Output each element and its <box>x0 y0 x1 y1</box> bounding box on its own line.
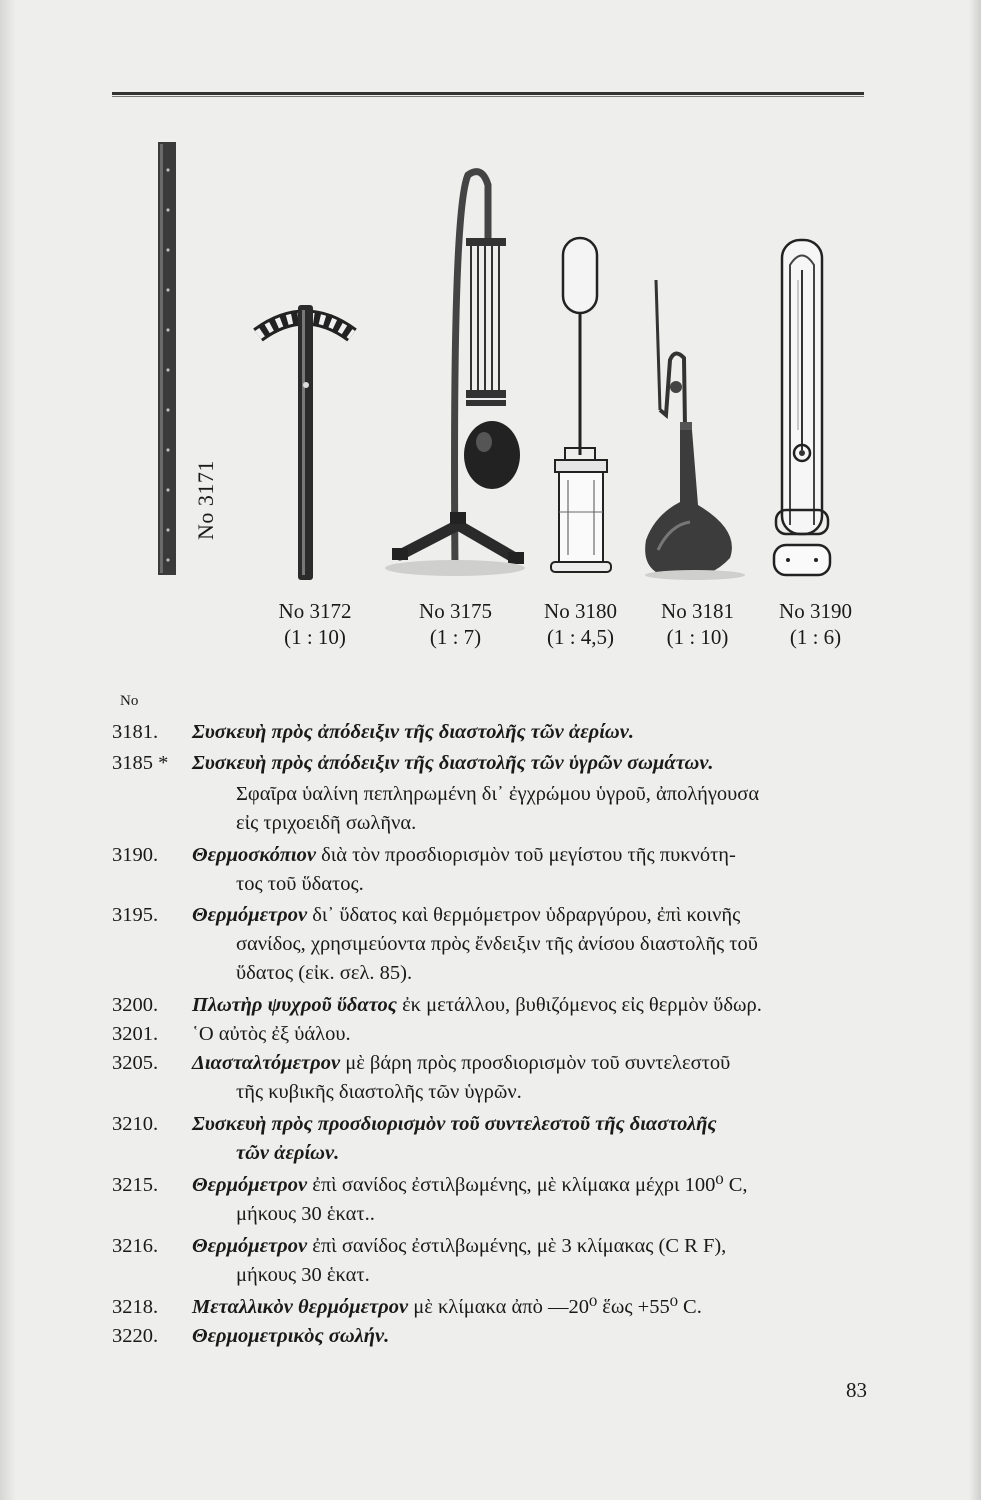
entry-number: 3215. <box>112 1174 159 1196</box>
entry-number: 3216. <box>112 1235 159 1257</box>
entry-description: μὲ κλίμακα ἀπὸ —20⁰ ἕως +55⁰ C. <box>408 1296 702 1318</box>
entry-continuation: τῶν ἀερίων. <box>236 1142 340 1164</box>
entry-term: Θερμόμετρον <box>192 904 308 926</box>
entry-description: ῾Ο αὐτὸς ἐξ ὑάλου. <box>192 1023 351 1045</box>
entry-number: 3218. <box>112 1296 159 1318</box>
thermoscope-3190 <box>774 240 830 575</box>
apparatus-illustration <box>110 130 870 610</box>
entry-number: 3185 * <box>112 752 169 774</box>
caption-number: No 3175 <box>419 599 492 623</box>
list-header: No <box>120 693 139 709</box>
caption-number: No 3181 <box>661 599 734 623</box>
entry-term: Θερμόμετρον <box>192 1235 308 1257</box>
bulb-vessel-3180 <box>551 238 611 572</box>
entry-number: 3181. <box>112 721 159 743</box>
entry-term: Θερμομετρικὸς σωλήν. <box>192 1325 390 1347</box>
rotated-label-3171: No 3171 <box>193 460 218 540</box>
entry-number: 3200. <box>112 994 159 1016</box>
entry-term: Θερμόμετρον <box>192 1174 308 1196</box>
caption-scale: (1 : 10) <box>666 625 729 649</box>
entry-number: 3220. <box>112 1325 159 1347</box>
entry-description: ἐπὶ σανίδος ἐστιλβωμένης, μὲ κλίμακα μέχρι 100⁰ C, <box>307 1174 748 1196</box>
caption-scale: (1 : 4,5) <box>546 625 615 649</box>
entry-continuation: τῆς κυβικῆς διαστολῆς τῶν ὑγρῶν. <box>236 1081 522 1103</box>
entry-continuation-2: ὕδατος (εἰκ. σελ. 85). <box>236 962 413 984</box>
caption-number: No 3190 <box>779 599 852 623</box>
caption-scale: (1 : 6) <box>789 625 842 649</box>
caption-3180 <box>523 598 638 650</box>
entry-description: δι᾽ ὕδατος καὶ θερμόμετρον ὑδραργύρου, ἐπὶ κοινῆς <box>307 904 741 926</box>
entry-term: Μεταλλικὸν θερμόμετρον <box>192 1296 409 1318</box>
page-edge-left <box>0 0 16 1500</box>
entry-number: 3201. <box>112 1023 159 1045</box>
header-rule <box>112 92 864 95</box>
apparatus-figure <box>110 130 870 610</box>
dilatometer-stand-3175 <box>385 172 525 576</box>
entry-term: Πλωτὴρ ψυχροῦ ὕδατος <box>192 994 397 1016</box>
entry-term: Διασταλτόμετρον <box>192 1052 341 1074</box>
entry-number: 3205. <box>112 1052 159 1074</box>
scale-bar-3171 <box>158 142 176 575</box>
flask-apparatus-3181 <box>645 280 745 580</box>
caption-3190 <box>758 598 873 650</box>
entry-continuation: τος τοῦ ὕδατος. <box>236 873 364 895</box>
page-number: 83 <box>846 1378 867 1402</box>
entry-description: Σφαῖρα ὑαλίνη πεπληρωμένη δι᾽ ἐγχρώμου ὑγροῦ, ἀπολήγουσα <box>236 783 760 805</box>
t-thermometer-3172 <box>258 305 352 580</box>
entry-continuation: μήκους 30 ἑκατ.. <box>236 1203 375 1225</box>
entry-description: ἐκ μετάλλου, βυθιζόμενος εἰς θερμὸν ὕδωρ. <box>396 994 762 1016</box>
entry-description: μὲ βάρη πρὸς προσδιορισμὸν τοῦ συντελεστοῦ <box>340 1052 731 1074</box>
entry-continuation: μήκους 30 ἑκατ. <box>236 1264 370 1286</box>
entry-number: 3195. <box>112 904 159 926</box>
entry-continuation: εἰς τριχοειδῆ σωλῆνα. <box>236 812 417 834</box>
entry-continuation: σανίδος, χρησιμεύοντα πρὸς ἔνδειξιν τῆς ἀνίσου διαστολῆς τοῦ <box>236 933 758 955</box>
entry-term: Συσκευὴ πρὸς ἀπόδειξιν τῆς διαστολῆς τῶν ὑγρῶν σωμάτων. <box>192 752 714 774</box>
entry-number: 3210. <box>112 1113 159 1135</box>
caption-number: No 3180 <box>544 599 617 623</box>
caption-3175 <box>398 598 513 650</box>
caption-3172 <box>255 598 375 650</box>
page-edge-right <box>969 0 981 1500</box>
header-rule-thin <box>112 96 864 97</box>
entry-term: Θερμοσκόπιον <box>192 844 316 866</box>
caption-number: No 3172 <box>278 599 352 623</box>
entry-term: Συσκευὴ πρὸς ἀπόδειξιν τῆς διαστολῆς τῶν ἀερίων. <box>192 721 634 743</box>
entry-number: 3190. <box>112 844 159 866</box>
caption-3181 <box>640 598 755 650</box>
caption-scale: (1 : 10) <box>284 625 346 649</box>
entry-description: ἐπὶ σανίδος ἐστιλβωμένης, μὲ 3 κλίμακας (C R F), <box>307 1235 727 1257</box>
entry-term: Συσκευὴ πρὸς προσδιορισμὸν τοῦ συντελεστοῦ τῆς διαστολῆς <box>192 1113 717 1135</box>
entry-description: διὰ τὸν προσδιορισμὸν τοῦ μεγίστου τῆς πυκνότη- <box>315 844 736 866</box>
caption-scale: (1 : 7) <box>429 625 482 649</box>
